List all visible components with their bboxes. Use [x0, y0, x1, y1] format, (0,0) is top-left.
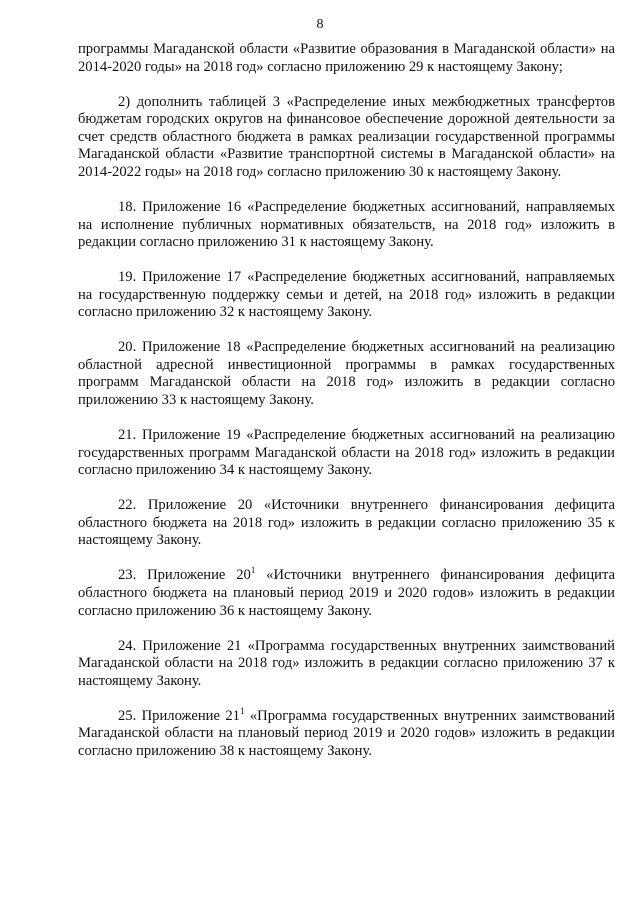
paragraph-item-21: 21. Приложение 19 «Распределение бюджетных ассигнований на реализацию государственных программ Магаданской области на 2018 год» изложить в редакции согласно приложению 34 к настоящему Закону. — [78, 427, 615, 479]
paragraph-item-25 — [78, 705, 615, 761]
paragraph-item-2: 2) дополнить таблицей 3 «Распределение иных межбюджетных трансфертов бюджетам городских округов на финансовое обеспечение дорожной деятельности за счет средств областного бюджета в рамках реализации государственной программы Магаданской области «Развитие транспортной системы в Магаданской области» на 2014-2022 годы» на 2018 год» согласно приложению 30 к настоящему Закону. — [78, 93, 615, 180]
document-body — [78, 41, 615, 778]
paragraph-item-25-start: 25. Приложение 21 — [118, 707, 240, 724]
paragraph-item-22: 22. Приложение 20 «Источники внутреннего финансирования дефицита областного бюджета на 2018 год» изложить в редакции согласно приложению 35 к настоящему Закону. — [78, 497, 615, 549]
paragraph-item-24: 24. Приложение 21 «Программа государственных внутренних заимствований Магаданской области на 2018 год» изложить в редакции согласно приложению 37 к настоящему Закону. — [78, 637, 615, 689]
paragraph-item-23-start: 23. Приложение 20 — [118, 567, 251, 584]
paragraph-item-19: 19. Приложение 17 «Распределение бюджетных ассигнований, направляемых на государственную поддержку семьи и детей, на 2018 год» изложить в редакции согласно приложению 32 к настоящему Закону. — [78, 269, 615, 321]
paragraph-continuation: программы Магаданской области «Развитие образования в Магаданской области» на 2014-2020 годы» на 2018 год» согласно приложению 29 к настоящему Закону; — [78, 41, 615, 75]
page-number: 8 — [316, 17, 324, 32]
paragraph-item-25-rest: «Программа государственных внутренних заимствований Магаданской области на плановый период 2019 и 2020 годов» изложить в редакции согласно приложению 38 к настоящему Закону. — [78, 707, 615, 759]
paragraph-item-20: 20. Приложение 18 «Распределение бюджетных ассигнований на реализацию областной адресной инвестиционной программы в рамках государственных программ Магаданской области на 2018 год» изложить в редакции согласно приложению 33 к настоящему Закону. — [78, 339, 615, 409]
superscript-index: 1 — [250, 565, 256, 576]
paragraph-item-23 — [78, 567, 615, 620]
paragraph-item-23-rest: «Источники внутреннего финансирования дефицита областного бюджета на плановый период 2019 и 2020 годов» изложить в редакции согласно приложению 36 к настоящему Закону. — [78, 567, 616, 619]
superscript-index: 1 — [239, 705, 245, 716]
paragraph-item-18: 18. Приложение 16 «Распределение бюджетных ассигнований, направляемых на исполнение публичных нормативных обязательств, на 2018 год» изложить в редакции согласно приложению 31 к настоящему Закону. — [78, 198, 615, 251]
